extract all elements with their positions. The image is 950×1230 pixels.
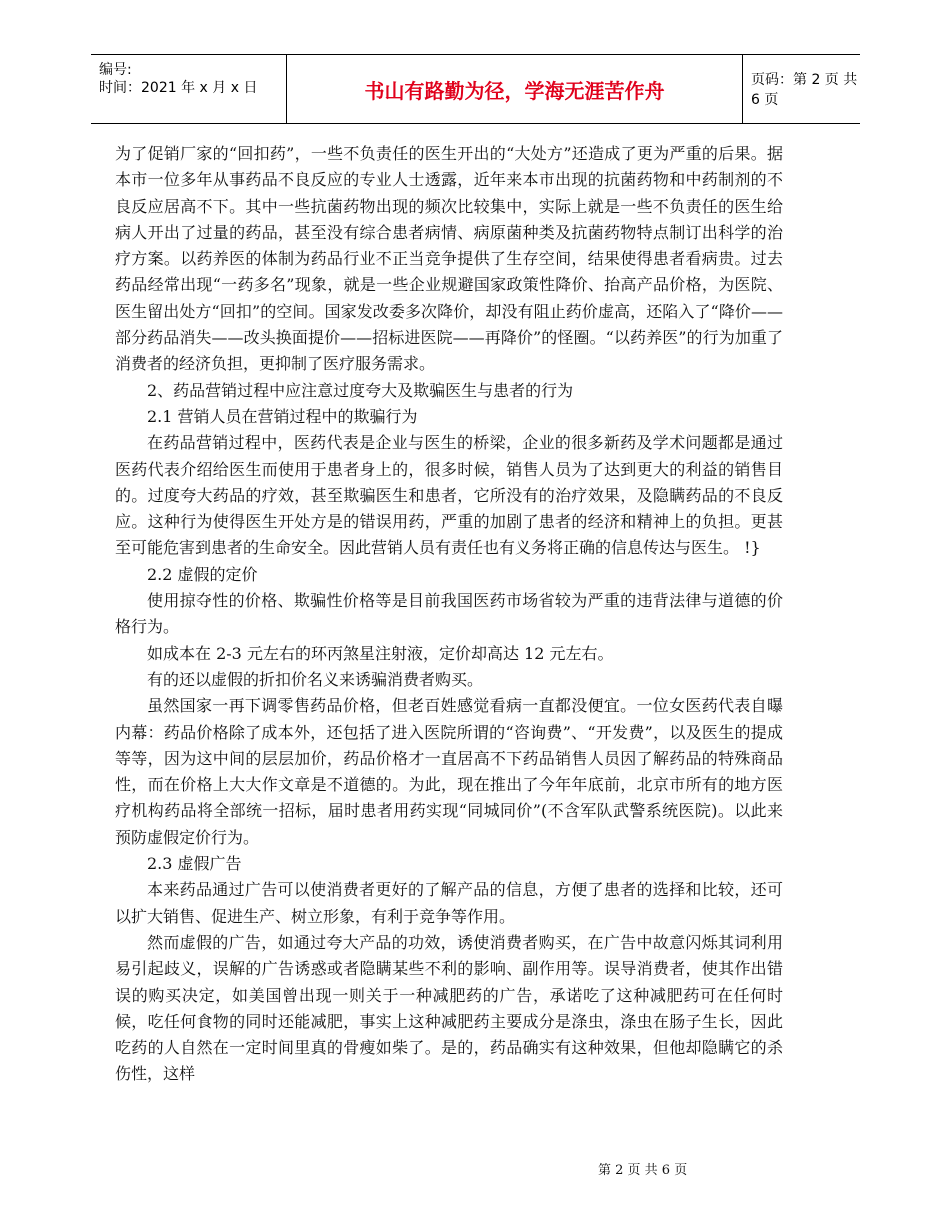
- subsection-heading: 2.3 虚假广告: [147, 854, 242, 874]
- paragraph: 使用掠夺性的价格、欺骗性价格等是目前我国医药市场省较为严重的违背法律与道德的价格行为。: [115, 591, 783, 637]
- paragraph: 在药品营销过程中，医药代表是企业与医生的桥梁，企业的很多新药及学术问题都是通过医药代表介绍给医生而使用于患者身上的，很多时候，销售人员为了达到更大的利益的销售目的。过度夸大药品的疗效，甚至欺骗医生和患者，它所没有的治疗效果，及隐瞒药品的不良反应。这种行为使得医生开处方是的错误用药，严重的加剧了患者的经济和精神上的负担。更甚至可能危害到患者的生命安全。因此营销人员有责任也有义务将正确的信息传达与医生。 !}: [115, 433, 783, 558]
- header-motto: 书山有路勤为径，学海无涯苦作舟: [286, 55, 743, 123]
- page-footer: 第 2 页 共 6 页: [598, 1163, 688, 1178]
- paragraph: 有的还以虚假的折扣价名义来诱骗消费者购买。: [147, 669, 484, 689]
- paragraph: 如成本在 2-3 元左右的环丙煞星注射液，定价却高达 12 元左右。: [147, 643, 614, 663]
- subsection-heading: 2.1 营销人员在营销过程中的欺骗行为: [147, 406, 418, 426]
- subsection-heading: 2.2 虚假的定价: [147, 564, 258, 584]
- paragraph: 为了促销厂家的“回扣药”，一些不负责任的医生开出的“大处方”还造成了更为严重的后果。据本市一位多年从事药品不良反应的专业人士透露，近年来本市出现的抗菌药物和中药制剂的不良反应居高不下。其中一些抗菌药物出现的频次比较集中，实际上就是一些不负责任的医生给病人开出了过量的药品，甚至没有综合患者病情、病原菌种类及抗菌药物特点制订出科学的治疗方案。以药养医的体制为药品行业不正当竞争提供了生存空间，结果使得患者看病贵。过去药品经常出现“一药多名”现象，就是一些企业规避国家政策性降价、抬高产品价格，为医院、医生留出处方“回扣”的空间。国家发改委多次降价，却没有阻止药价虚高，还陷入了“降价——部分药品消失——改头换面提价——招标进医院——再降价”的怪圈。“以药养医”的行为加重了消费者的经济负担，更抑制了医疗服务需求。: [115, 144, 783, 374]
- section-heading: 2、药品营销过程中应注意过度夸大及欺骗医生与患者的行为: [147, 380, 574, 400]
- page-header: [91, 54, 860, 124]
- document-body: [115, 141, 783, 1088]
- paragraph: 然而虚假的广告，如通过夸大产品的功效，诱使消费者购买，在广告中故意闪烁其词利用易引起歧义，误解的广告诱惑或者隐瞒某些不利的影响、副作用等。误导消费者，使其作出错误的购买决定，如美国曾出现一则关于一种减肥药的广告，承诺吃了这种减肥药可在任何时候，吃任何食物的同时还能减肥，事实上这种减肥药主要成分是涤虫，涤虫在肠子生长，因此吃药的人自然在一定时间里真的骨瘦如柴了。是的，药品确实有这种效果，但他却隐瞒它的杀伤性，这样: [115, 932, 783, 1084]
- header-meta: [91, 55, 286, 123]
- paragraph: 虽然国家一再下调零售药品价格，但老百姓感觉看病一直都没便宜。一位女医药代表自曝内幕：药品价格除了成本外，还包括了进入医院所谓的“咨询费”、“开发费”，以及医生的提成等等，因为这中间的层层加价，药品价格才一直居高不下药品销售人员因了解药品的特殊商品性，而在价格上大大作文章是不道德的。为此，现在推出了今年年底前，北京市所有的地方医疗机构药品将全部统一招标，届时患者用药实现“同城同价”(不含军队武警系统医院)。以此来预防虚假定价行为。: [115, 696, 783, 847]
- paragraph: 本来药品通过广告可以使消费者更好的了解产品的信息，方便了患者的选择和比较，还可以扩大销售、促进生产、树立形象，有利于竞争等作用。: [115, 880, 783, 926]
- header-time-label: 时间：2021 年 x 月 x 日: [99, 80, 258, 96]
- header-number-label: 编号:: [99, 62, 132, 78]
- header-page-info: 页码：第 2 页 共 6 页: [751, 72, 858, 108]
